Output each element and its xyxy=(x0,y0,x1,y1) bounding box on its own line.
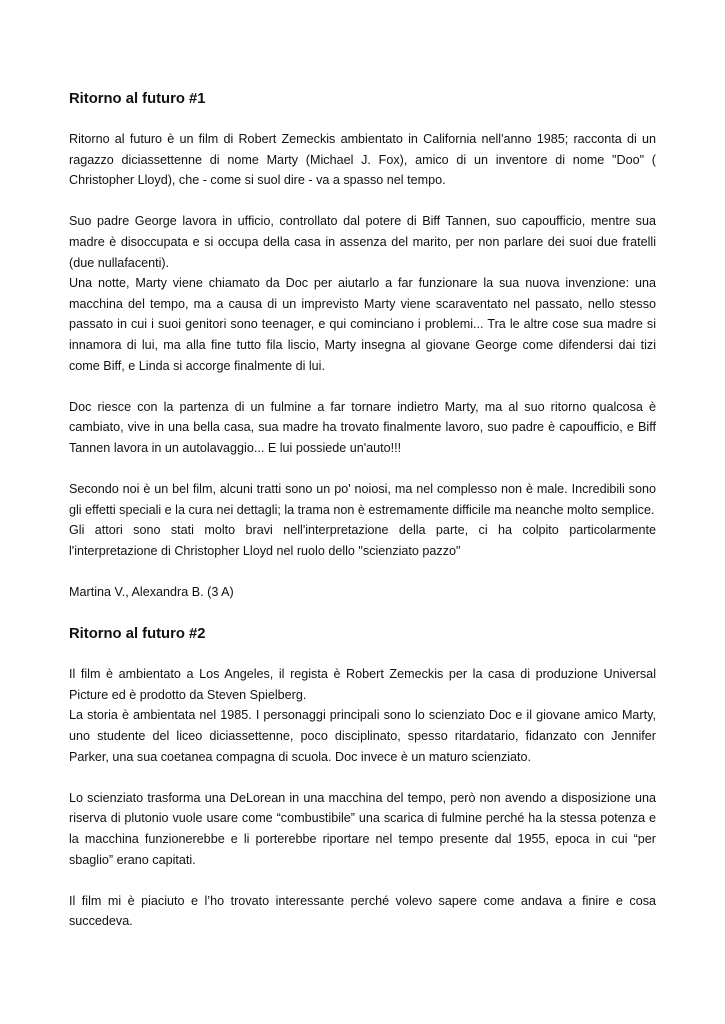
review-2-paragraph: Il film mi è piaciuto e l’ho trovato interessante perché volevo sapere come andava a finire e cosa succedeva. xyxy=(69,893,656,929)
document-page xyxy=(69,88,656,932)
review-1-paragraph: Doc riesce con la partenza di un fulmine a far tornare indietro Marty, ma al suo ritorno qualcosa è cambiato, vive in una bella casa, sua madre ha trovato finalmente lavoro, suo padre è capoufficio, e Biff Tannen lavora in un autolavaggio... E lui possiede un'auto!!! xyxy=(69,399,656,455)
review-2-paragraph: Il film è ambientato a Los Angeles, il regista è Robert Zemeckis per la casa di produzione Universal Picture ed è prodotto da Steven Spielberg. xyxy=(69,667,656,702)
review-1-paragraph: Secondo noi è un bel film, alcuni tratti sono un po' noiosi, ma nel complesso non è male. Incredibili sono gli effetti speciali e la cura nei dettagli; la trama non è estremamente difficile ma neanche molto semplice. xyxy=(69,482,656,517)
review-1-paragraph: Gli attori sono stati molto bravi nell'interpretazione della parte, ci ha colpito particolarmente l'interpretazione di Christopher Lloyd nel ruolo dello "scienziato pazzo" xyxy=(69,523,656,558)
review-1-paragraph: Ritorno al futuro è un film di Robert Zemeckis ambientato in California nell'anno 1985; racconta di un ragazzo diciassettenne di nome Marty (Michael J. Fox), amico di un inventore di nome "Doo" ( Christopher Lloyd), che - come si suol dire - va a spasso nel tempo. xyxy=(69,132,656,188)
review-2-title: Ritorno al futuro #2 xyxy=(69,626,206,643)
review-2-paragraph: Lo scienziato trasforma una DeLorean in una macchina del tempo, però non avendo a disposizione una riserva di plutonio vuole usare come “combustibile” una scarica di fulmine perché ha la stessa potenza e la macchina funzionerebbe e li porterebbe riportare nel tempo presente dal 1955, epoca in cui “per sbaglio” erano capitati. xyxy=(69,790,656,867)
review-1-paragraph: Suo padre George lavora in ufficio, controllato dal potere di Biff Tannen, suo capoufficio, mentre sua madre è disoccupata e si occupa della casa in assenza del marito, per non parlare dei suoi due fratelli (due nullafacenti). xyxy=(69,214,656,270)
review-1-title: Ritorno al futuro #1 xyxy=(69,91,206,107)
review-1-authors: Martina V., Alexandra B. (3 A) xyxy=(69,585,234,600)
review-1-paragraph: Una notte, Marty viene chiamato da Doc per aiutarlo a far funzionare la sua nuova invenzione: una macchina del tempo, ma a causa di un imprevisto Marty viene scaraventato nel passato, nello stesso passato in cui i suoi genitori sono teenager, e qui cominciano i problemi... Tra le altre cose sua madre si innamora di lui, ma alla fine tutto fila liscio, Marty insegna al giovane George come difendersi dai tizi come Biff, e Linda si accorge finalmente di lui. xyxy=(69,276,656,373)
review-2-paragraph: La storia è ambientata nel 1985. I personaggi principali sono lo scienziato Doc e il giovane amico Marty, uno studente del liceo diciassettenne, poco disciplinato, spesso ritardatario, fidanzato con Jennifer Parker, una sua coetanea compagna di scuola. Doc invece è un maturo scienziato. xyxy=(69,708,656,764)
